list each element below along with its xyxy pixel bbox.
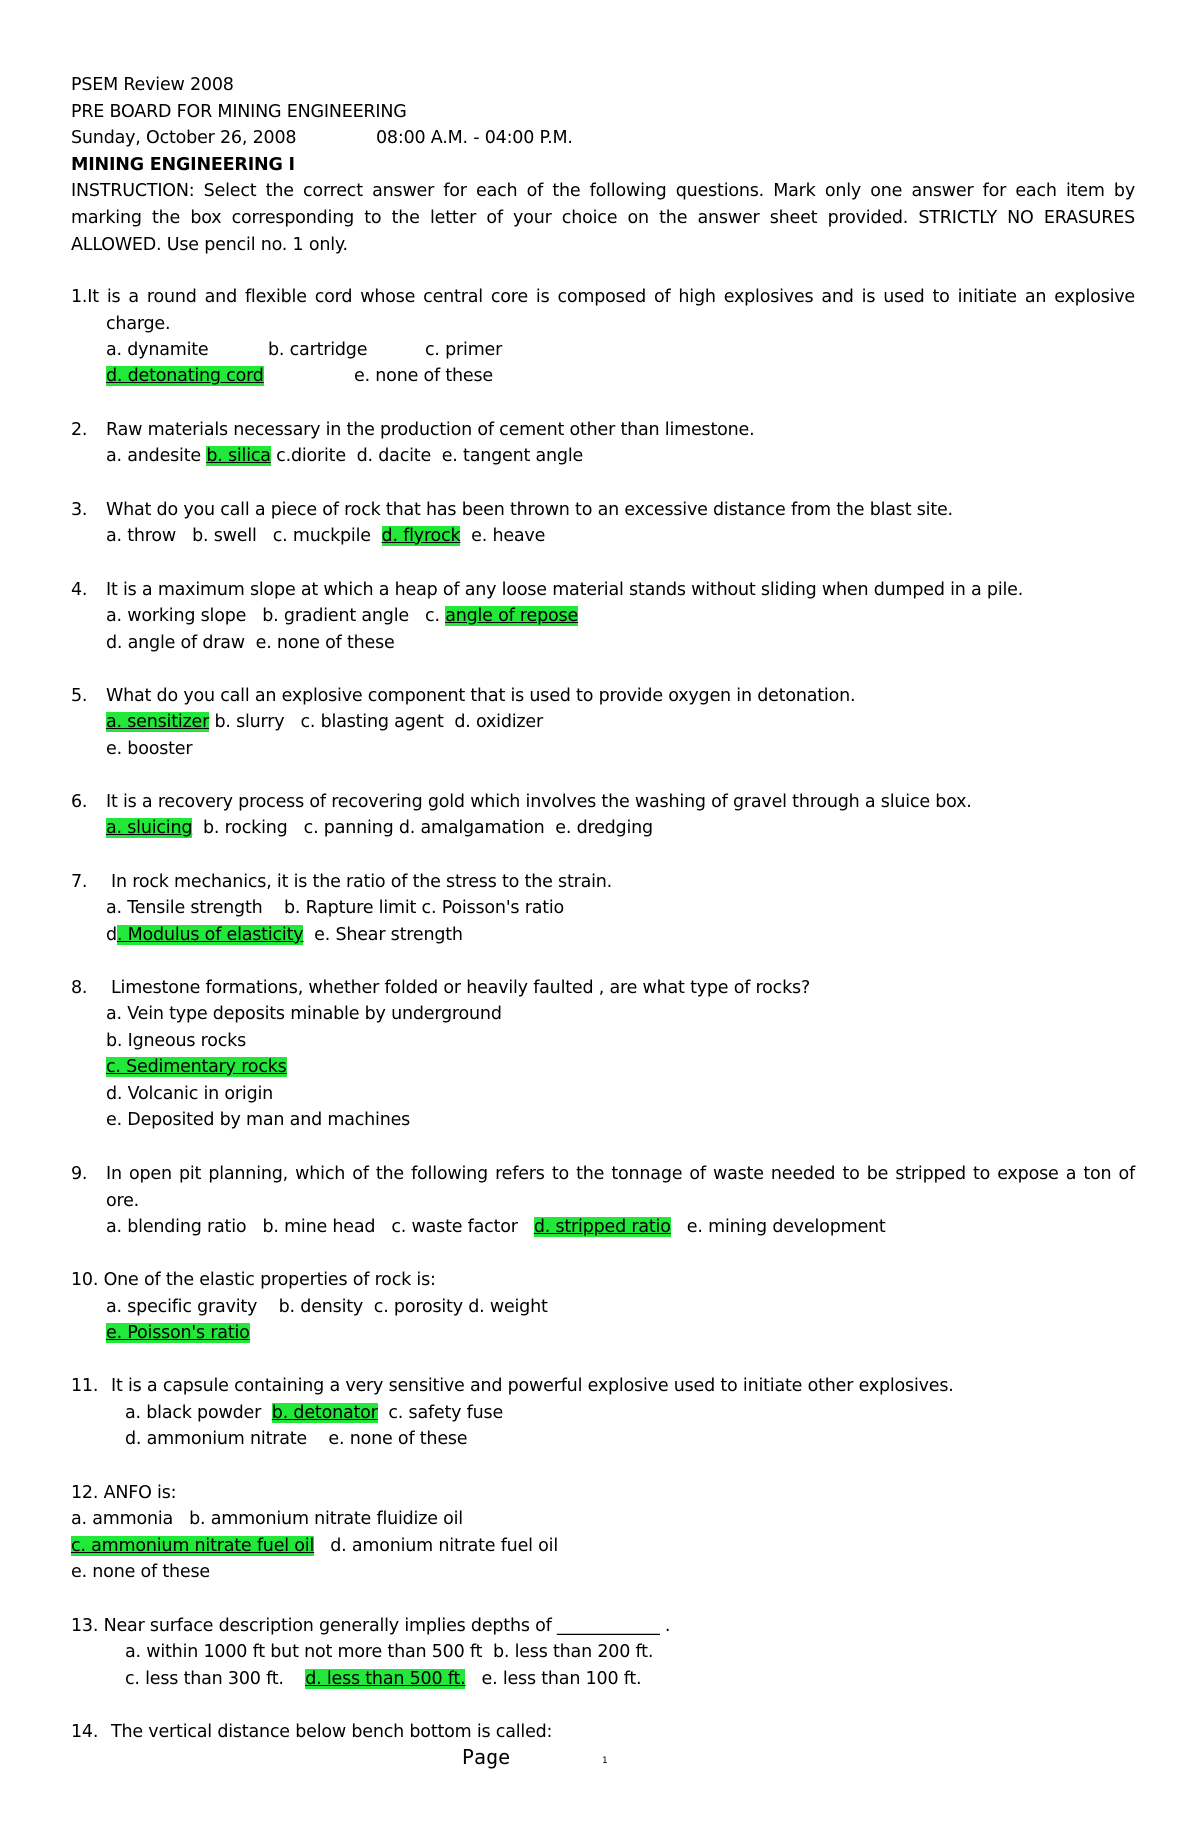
q6-options [106, 817, 653, 839]
q5-answer: a. sensitizer [106, 712, 210, 732]
q1-text: 1.It is a round and flexible cord whose central core is composed of high explosives and is used to initiate an explosive [71, 287, 1135, 307]
q4-answer: angle of repose [445, 606, 579, 626]
instruction-line-3: ALLOWED. Use pencil no. 1 only. [71, 235, 348, 255]
q3-answer: d. flyrock [381, 526, 461, 546]
q9-text: In open pit planning, which of the following refers to the tonnage of waste needed to be stripped to expose a ton of [106, 1164, 1135, 1184]
q3-number: 3. [71, 500, 88, 520]
q1-answer: d. detonating cord [106, 366, 264, 386]
q8-option-d: d. Volcanic in origin [106, 1084, 274, 1104]
header-time: 08:00 A.M. - 04:00 P.M. [376, 128, 573, 148]
q1-text-cont: charge. [106, 314, 171, 334]
q1-option-c: c. primer [425, 340, 503, 360]
q1-answer-line [106, 365, 264, 387]
q12-option-e: e. none of these [71, 1562, 210, 1582]
q6-answer: a. sluicing [106, 818, 193, 838]
q9-options-abc: a. blending ratio b. mine head c. waste factor [106, 1217, 534, 1237]
q3-options-abc: a. throw b. swell c. muckpile [106, 526, 382, 546]
header-exam-title: PRE BOARD FOR MINING ENGINEERING [71, 102, 407, 122]
q9-options [106, 1216, 886, 1238]
q9-option-e: e. mining development [670, 1217, 886, 1237]
q6-text: It is a recovery process of recovering gold which involves the washing of gravel through a sluice box. [106, 792, 972, 812]
q3-options [106, 525, 545, 547]
q2-option-a: a. andesite [106, 446, 207, 466]
q7-options-line2 [106, 924, 463, 946]
q8-option-a: a. Vein type deposits minable by underground [106, 1004, 502, 1024]
q5-option-e: e. booster [106, 739, 193, 759]
q12-options-line1: a. ammonia b. ammonium nitrate fluidize oil [71, 1509, 463, 1529]
q7-text: In rock mechanics, it is the ratio of the stress to the strain. [111, 872, 613, 892]
q4-options-line2: d. angle of draw e. none of these [106, 633, 395, 653]
q8-text: Limestone formations, whether folded or heavily faulted , are what type of rocks? [111, 978, 811, 998]
q2-number: 2. [71, 420, 88, 440]
q13-options-line2 [125, 1668, 641, 1690]
q11-options-line2: d. ammonium nitrate e. none of these [125, 1429, 468, 1449]
q4-number: 4. [71, 580, 88, 600]
q9-answer: d. stripped ratio [533, 1217, 671, 1237]
q3-text: What do you call a piece of rock that has been thrown to an excessive distance from the blast site. [106, 500, 953, 520]
q1-option-e: e. none of these [354, 366, 493, 386]
q11-number: 11. [71, 1376, 99, 1396]
q8-answer: c. Sedimentary rocks [106, 1057, 287, 1077]
q5-number: 5. [71, 686, 88, 706]
q4-options-abc: a. working slope b. gradient angle c. [106, 606, 446, 626]
q11-option-a: a. black powder [125, 1403, 272, 1423]
q10-options: a. specific gravity b. density c. porosity d. weight [106, 1297, 548, 1317]
q7-option-e: e. Shear strength [303, 925, 463, 945]
q9-number: 9. [71, 1164, 88, 1184]
q8-option-e: e. Deposited by man and machines [106, 1110, 411, 1130]
q4-text: It is a maximum slope at which a heap of any loose material stands without sliding when dumped in a pile. [106, 580, 1024, 600]
q2-text: Raw materials necessary in the production of cement other than limestone. [106, 420, 755, 440]
q6-number: 6. [71, 792, 88, 812]
q3-option-e: e. heave [460, 526, 546, 546]
instruction-line-1: INSTRUCTION: Select the correct answer for each of the following questions. Mark only one answer for each item by [71, 181, 1135, 201]
q1-option-b: b. cartridge [268, 340, 368, 360]
q6-options-rest: b. rocking c. panning d. amalgamation e. dredging [192, 818, 653, 838]
q2-options-rest: c.diorite d. dacite e. tangent angle [270, 446, 584, 466]
q8-option-b: b. Igneous rocks [106, 1031, 247, 1051]
q13-option-c: c. less than 300 ft. [125, 1669, 306, 1689]
q7-answer-letter: d [106, 925, 117, 945]
q12-text: 12. ANFO is: [71, 1483, 177, 1503]
q1-option-a: a. dynamite [106, 340, 209, 360]
header-subject: MINING ENGINEERING I [71, 155, 295, 175]
q4-options [106, 605, 578, 627]
q8-answer-line [106, 1056, 287, 1078]
q7-number: 7. [71, 872, 88, 892]
q10-answer: e. Poisson's ratio [106, 1323, 250, 1343]
header-date: Sunday, October 26, 2008 [71, 128, 297, 148]
instruction-line-2: marking the box corresponding to the letter of your choice on the answer sheet provided. STRICTLY NO ERASURES [71, 208, 1135, 228]
q8-number: 8. [71, 978, 88, 998]
q13-options-line1: a. within 1000 ft but not more than 500 ft b. less than 200 ft. [125, 1642, 654, 1662]
q5-text: What do you call an explosive component that is used to provide oxygen in detonation. [106, 686, 856, 706]
footer-page-label: Page [462, 1745, 511, 1769]
q14-number: 14. [71, 1722, 99, 1742]
q5-options-rest: b. slurry c. blasting agent d. oxidizer [209, 712, 543, 732]
q14-text: The vertical distance below bench bottom is called: [111, 1722, 553, 1742]
footer-page-number: 1 [602, 1756, 608, 1766]
q12-answer: c. ammonium nitrate fuel oil [71, 1536, 315, 1556]
q5-options [106, 711, 543, 733]
q7-answer: . Modulus of elasticity [116, 925, 304, 945]
q12-option-d: d. amonium nitrate fuel oil [314, 1536, 558, 1556]
header-review-title: PSEM Review 2008 [71, 75, 234, 95]
q13-text: 13. Near surface description generally implies depths of ____________ . [71, 1616, 671, 1636]
q9-text-cont: ore. [106, 1191, 140, 1211]
q12-options-line2 [71, 1535, 558, 1557]
q2-options [106, 445, 583, 467]
q7-options-line1: a. Tensile strength b. Rapture limit c. Poisson's ratio [106, 898, 565, 918]
q2-answer: b. silica [206, 446, 271, 466]
q11-options [125, 1402, 503, 1424]
q10-text: 10. One of the elastic properties of rock is: [71, 1270, 436, 1290]
q10-answer-line [106, 1322, 250, 1344]
q13-option-e: e. less than 100 ft. [465, 1669, 642, 1689]
q11-option-c: c. safety fuse [377, 1403, 504, 1423]
q13-answer: d. less than 500 ft. [305, 1669, 466, 1689]
q11-answer: b. detonator [271, 1403, 378, 1423]
q11-text: It is a capsule containing a very sensitive and powerful explosive used to initiate other explosives. [111, 1376, 954, 1396]
